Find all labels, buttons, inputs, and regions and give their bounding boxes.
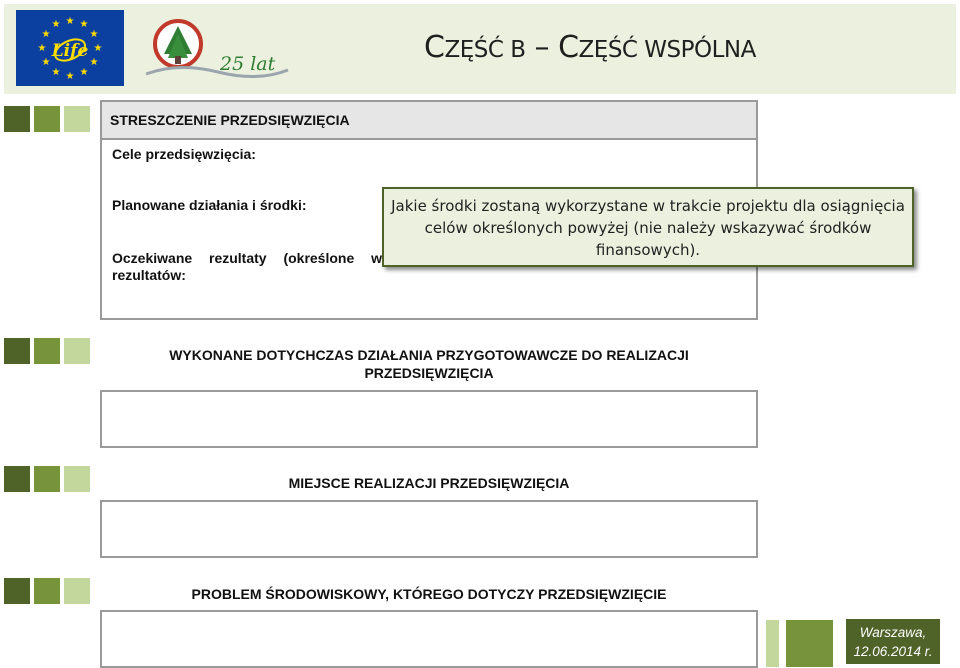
footer-square [786,620,833,667]
footer-square [766,620,779,667]
slide-title: CZĘŚĆ B – CZĘŚĆ WSPÓLNA [424,30,756,65]
decorative-squares [4,578,90,604]
svg-text:★: ★ [65,16,75,27]
svg-text:★: ★ [65,71,75,82]
environmental-problem-field[interactable] [100,610,758,668]
actions-tooltip: Jakie środki zostaną wykorzystane w trakcie projektu dla osiągnięcia celów określonych powyżej (nie należy wskazywać środków finansowych). [382,187,914,267]
decorative-squares [4,466,90,492]
svg-text:★: ★ [79,67,89,78]
svg-text:★: ★ [89,29,99,40]
footer-date-badge [846,619,940,664]
goals-label: Cele przedsięwzięcia: [112,146,256,162]
location-title: MIEJSCE REALIZACJI PRZEDSIĘWZIĘCIA [288,475,570,491]
eu-logo-wordmark: Life [51,41,89,61]
svg-text:★: ★ [41,57,51,68]
results-label-line1: Oczekiwane rezultaty (określone w [112,250,382,266]
footer-city: Warszawa, [859,625,927,640]
svg-text:★: ★ [51,67,61,78]
decorative-squares [4,338,90,364]
anniversary-logo [138,14,298,86]
environmental-problem-title: PROBLEM ŚRODOWISKOWY, KTÓREGO DOTYCZY PRZEDSIĘWZIĘCIE [191,586,667,602]
preparatory-actions-field[interactable] [100,390,758,448]
svg-text:★: ★ [51,19,61,30]
preparatory-actions-title: WYKONANE DOTYCHCZAS DZIAŁANIA PRZYGOTOWAWCZE DO REALIZACJI PRZEDSIĘWZIĘCIA [169,347,689,381]
summary-heading: STRESZCZENIE PRZEDSIĘWZIĘCIA [102,102,756,140]
footer-date: 12.06.2014 r. [853,644,933,659]
svg-text:★: ★ [79,19,89,30]
svg-text:★: ★ [37,43,47,54]
location-field[interactable] [100,500,758,558]
anniversary-text: 25 lat [220,53,276,75]
decorative-squares [4,106,90,132]
svg-text:★: ★ [41,29,51,40]
svg-text:★: ★ [93,43,103,54]
eu-life-logo [16,10,124,86]
actions-label: Planowane działania i środki: [112,197,307,213]
svg-text:★: ★ [89,57,99,68]
results-label-line2: rezultatów: [112,267,186,283]
